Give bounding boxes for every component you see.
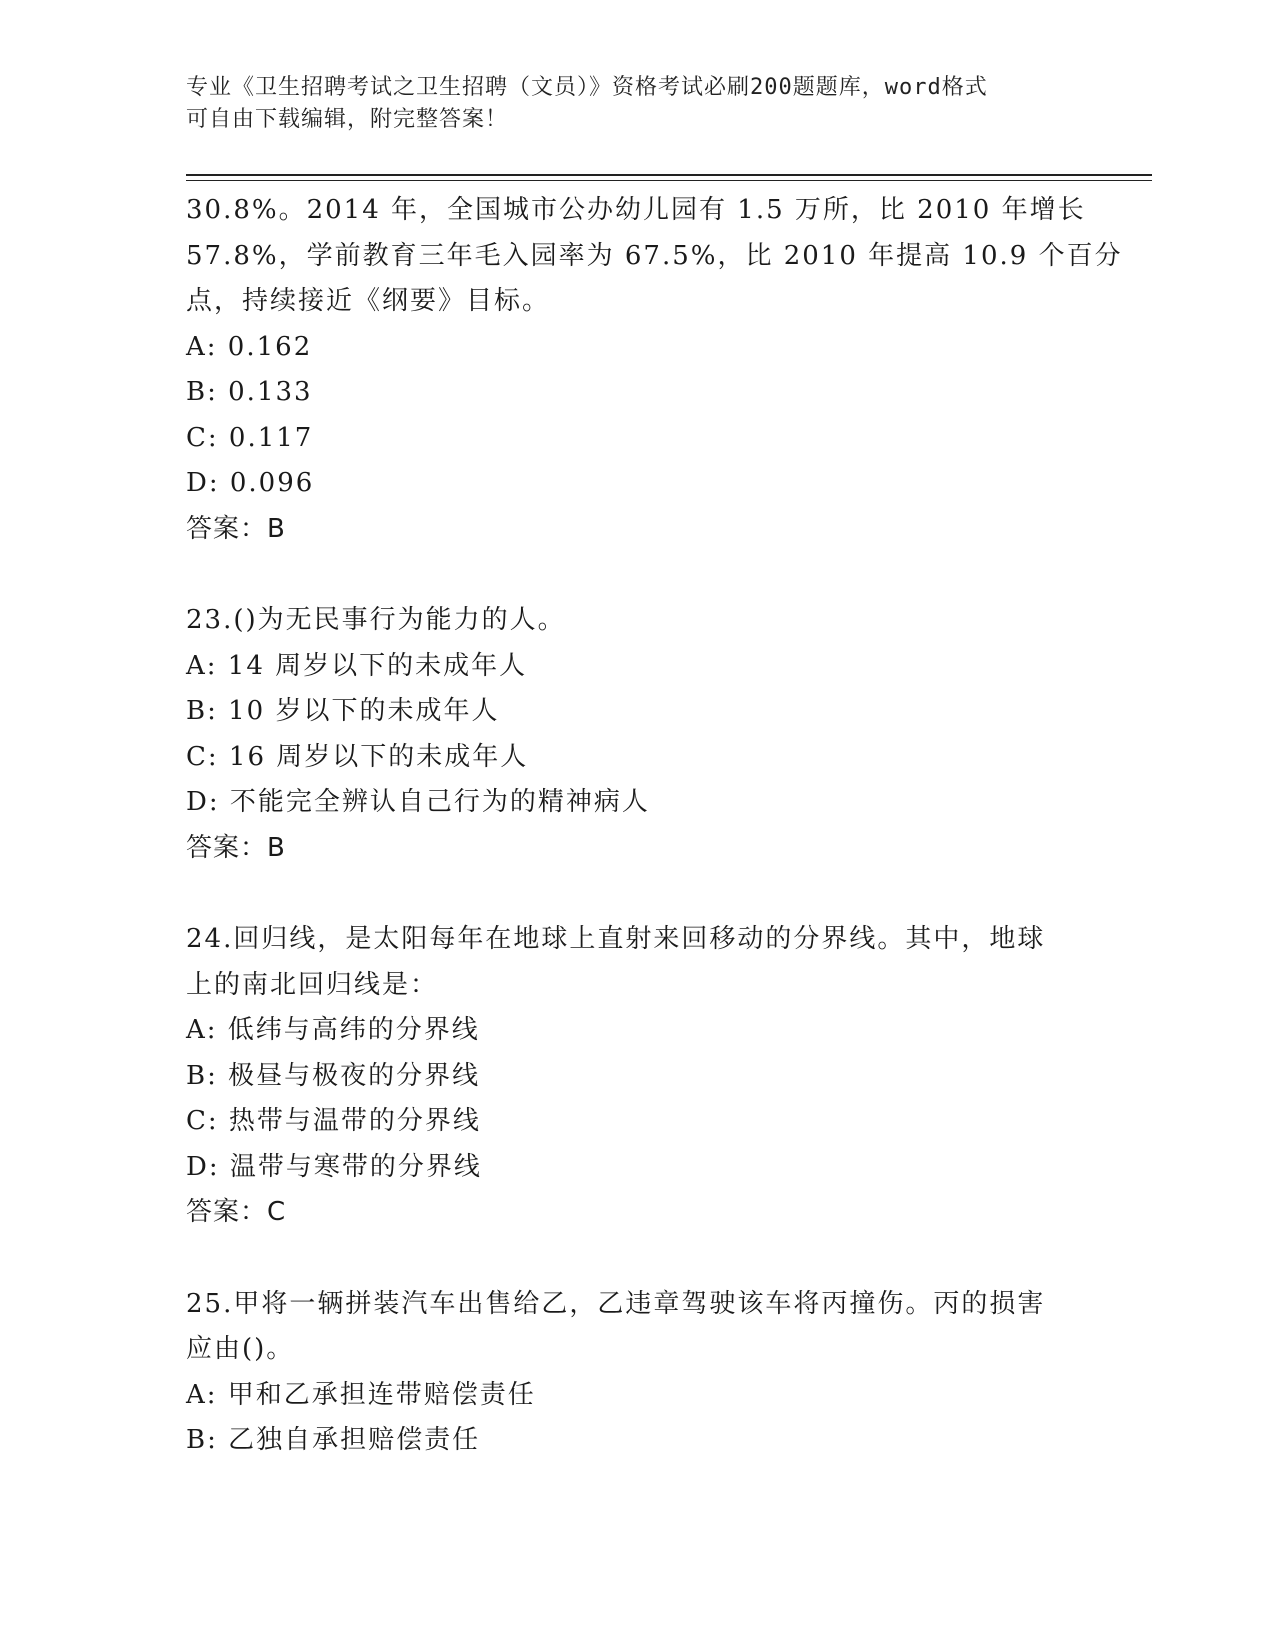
header-rule-thin	[186, 180, 1152, 181]
option-a: A: 14 周岁以下的未成年人	[186, 650, 528, 681]
question-gap	[186, 871, 1106, 917]
question-stem-line: 25.甲将一辆拼装汽车出售给乙，乙违章驾驶该车将丙撞伤。丙的损害	[186, 1288, 1046, 1319]
document-header	[186, 72, 1086, 136]
option-b: B: 10 岁以下的未成年人	[186, 696, 500, 726]
question-gap	[186, 1236, 1106, 1282]
answer-line: 答案：C	[186, 1197, 287, 1227]
question-stem-line: 上的南北回归线是：	[186, 969, 439, 1000]
question-stem-line: 点，持续接近《纲要》目标。	[186, 286, 551, 316]
option-b: B: 极昼与极夜的分界线	[186, 1060, 481, 1091]
question-stem-line: 23.()为无民事行为能力的人。	[186, 605, 566, 635]
header-line-1: 专业《卫生招聘考试之卫生招聘（文员）》资格考试必刷200题题库，word格式	[186, 75, 988, 100]
option-b: B: 0.133	[186, 377, 313, 407]
answer-line: 答案：B	[186, 832, 286, 863]
answer-line: 答案：B	[186, 513, 286, 544]
question-stem-line: 30.8%。2014 年，全国城市公办幼儿园有 1.5 万所，比 2010 年增长	[186, 195, 1086, 225]
option-d: D: 0.096	[186, 468, 315, 498]
header-rule-thick	[186, 174, 1152, 176]
option-a: A: 甲和乙承担连带赔偿责任	[186, 1379, 536, 1410]
question-24	[186, 917, 1106, 1236]
option-a: A: 0.162	[186, 331, 313, 362]
option-c: C: 16 周岁以下的未成年人	[186, 741, 529, 772]
header-line-2: 可自由下载编辑，附完整答案！	[186, 107, 509, 132]
option-c: C: 热带与温带的分界线	[186, 1106, 481, 1136]
question-22-continued	[186, 188, 1123, 552]
question-stem-line: 24.回归线，是太阳每年在地球上直射来回移动的分界线。其中，地球	[186, 924, 1046, 954]
question-content	[186, 188, 1123, 1464]
option-a: A: 低纬与高纬的分界线	[186, 1015, 480, 1045]
question-stem-line: 57.8%，学前教育三年毛入园率为 67.5%，比 2010 年提高 10.9 个百分	[186, 240, 1123, 271]
option-d: D: 温带与寒带的分界线	[186, 1151, 482, 1182]
option-d: D: 不能完全辨认自己行为的精神病人	[186, 787, 650, 817]
question-stem-line: 应由()。	[186, 1334, 295, 1364]
question-gap	[186, 552, 1106, 598]
question-25	[186, 1282, 1106, 1464]
option-b: B: 乙独自承担赔偿责任	[186, 1425, 481, 1455]
question-23	[186, 598, 1106, 871]
option-c: C: 0.117	[186, 422, 314, 453]
